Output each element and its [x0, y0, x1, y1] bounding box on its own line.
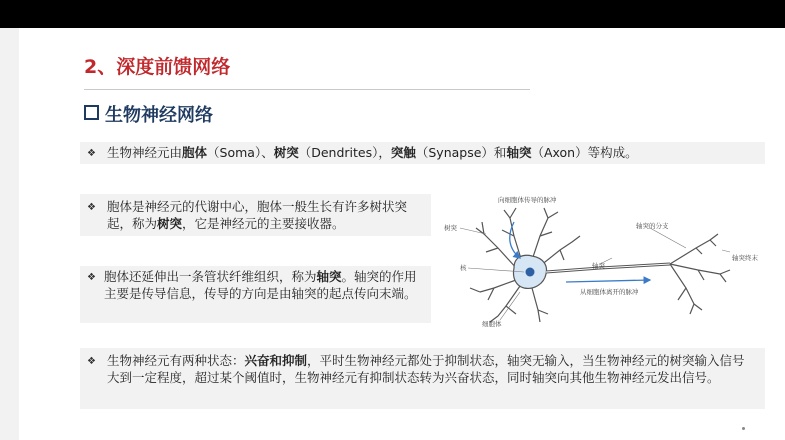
- keyword-dendrite: 树突: [273, 145, 299, 160]
- left-margin-strip: [0, 28, 19, 440]
- label-from-soma: 从细胞体离开的脉冲: [580, 288, 639, 296]
- bullet-states: [80, 348, 765, 409]
- label-to-soma: 向细胞体传导的脉冲: [498, 196, 557, 204]
- top-bar: [0, 0, 785, 28]
- text-run: 胞体是神经元的代谢中心，胞体一般生长有许多树状突起，称为: [107, 199, 408, 231]
- nucleus-dot: [526, 268, 535, 277]
- text-run: 胞体还延伸出一条管状纤维组织，称为: [104, 269, 317, 284]
- label-nucleus: 核: [460, 264, 467, 272]
- label-soma: 细胞体: [482, 320, 502, 328]
- section-title: 2、深度前馈网络: [84, 56, 231, 78]
- page-dot: [742, 427, 745, 430]
- diamond-bullet-icon: ❖: [87, 148, 96, 159]
- text-run: ，它是神经元的主要接收器。: [182, 216, 345, 231]
- title-divider: [84, 89, 530, 90]
- text-run: （Axon）等构成。: [531, 145, 638, 160]
- keyword-axon: 轴突: [506, 145, 532, 160]
- bullet-text: [104, 268, 425, 302]
- keyword-synapse: 突触: [390, 145, 416, 160]
- keyword-excite-inhibit: 兴奋和抑制: [244, 353, 308, 368]
- text-run: 生物神经元有两种状态：: [107, 353, 245, 368]
- axon-terminals: [670, 234, 730, 314]
- sub-heading-text: 生物神经网络: [105, 105, 213, 126]
- bullet-text: [107, 144, 765, 161]
- text-run: （Soma）、: [207, 145, 274, 160]
- label-axon: 轴突: [592, 262, 605, 270]
- text-run: 生物神经元由: [107, 145, 183, 160]
- sub-heading: [84, 101, 213, 127]
- checkbox-square-icon: [84, 105, 99, 120]
- outgoing-signal-arrow: [566, 280, 650, 282]
- bullet-text: [107, 198, 425, 232]
- label-dendrite: 树突: [444, 224, 457, 232]
- keyword-dendrite: 树突: [157, 216, 183, 231]
- text-run: ，平时生物神经元都处于抑制状态，轴突无输入，当生物神经元的树突输入信号大到一定程度，超过某个阈值时，生物神经元有抑制状态转为兴奋状态，同时轴突向其他生物神经元发出信号。: [107, 353, 745, 385]
- neuron-diagram: [440, 188, 770, 333]
- diamond-bullet-icon: ❖: [87, 202, 96, 213]
- text-run: 。轴突的作用主要是传导信息，传导的方向是由轴突的起点传向末端。: [104, 269, 417, 301]
- keyword-soma: 胞体: [182, 145, 208, 160]
- label-axon-terminal: 轴突终末: [732, 254, 758, 262]
- bullet-neuron-parts: [80, 142, 765, 164]
- label-axon-branch: 轴突的分支: [636, 222, 669, 230]
- text-run: （Dendrites），: [298, 145, 391, 160]
- text-run: （Synapse）和: [415, 145, 507, 160]
- keyword-axon: 轴突: [316, 269, 342, 284]
- bullet-text: [107, 352, 757, 386]
- diamond-bullet-icon: ❖: [87, 272, 96, 283]
- bullet-soma: [80, 194, 431, 236]
- leader-lines: [460, 228, 730, 320]
- diamond-bullet-icon: ❖: [87, 356, 96, 367]
- bullet-axon: [80, 266, 431, 323]
